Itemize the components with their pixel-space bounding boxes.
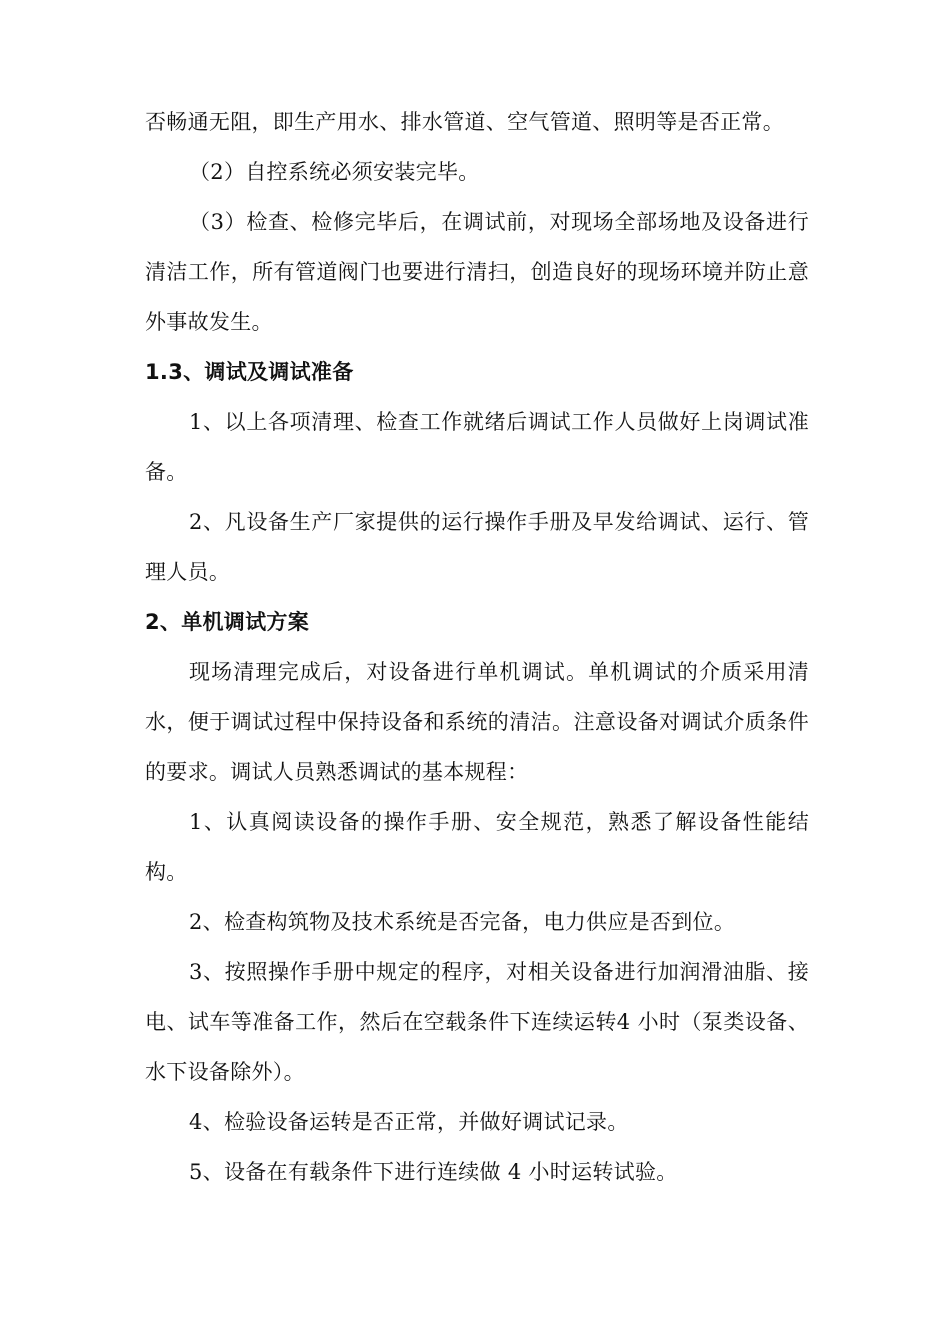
document-body bbox=[145, 97, 809, 1197]
paragraph-step-3: 3、按照操作手册中规定的程序，对相关设备进行加润滑油脂、接电、试车等准备工作，然后在空载条件下连续运转4 小时（泵类设备、水下设备除外）。 bbox=[145, 960, 809, 1084]
paragraph-step-4: 4、检验设备运转是否正常，并做好调试记录。 bbox=[189, 1110, 629, 1134]
paragraph-continuation: 否畅通无阻，即生产用水、排水管道、空气管道、照明等是否正常。 bbox=[145, 110, 784, 134]
paragraph-prep-2: 2、凡设备生产厂家提供的运行操作手册及早发给调试、运行、管理人员。 bbox=[145, 510, 809, 584]
section-heading-1-3: 1.3、调试及调试准备 bbox=[145, 360, 354, 384]
paragraph-step-2: 2、检查构筑物及技术系统是否完备，电力供应是否到位。 bbox=[189, 910, 736, 934]
paragraph-intro: 现场清理完成后，对设备进行单机调试。单机调试的介质采用清水，便于调试过程中保持设备和系统的清洁。注意设备对调试介质条件的要求。调试人员熟悉调试的基本规程： bbox=[145, 660, 809, 784]
paragraph-item-2: （2）自控系统必须安装完毕。 bbox=[189, 160, 480, 184]
paragraph-prep-1: 1、以上各项清理、检查工作就绪后调试工作人员做好上岗调试准备。 bbox=[145, 410, 809, 484]
paragraph-step-1: 1、认真阅读设备的操作手册、安全规范，熟悉了解设备性能结构。 bbox=[145, 810, 809, 884]
paragraph-step-5: 5、设备在有载条件下进行连续做 4 小时运转试验。 bbox=[189, 1160, 678, 1184]
section-heading-2: 2、单机调试方案 bbox=[145, 610, 310, 634]
paragraph-item-3: （3）检查、检修完毕后，在调试前，对现场全部场地及设备进行清洁工作，所有管道阀门也要进行清扫，创造良好的现场环境并防止意外事故发生。 bbox=[145, 210, 809, 334]
